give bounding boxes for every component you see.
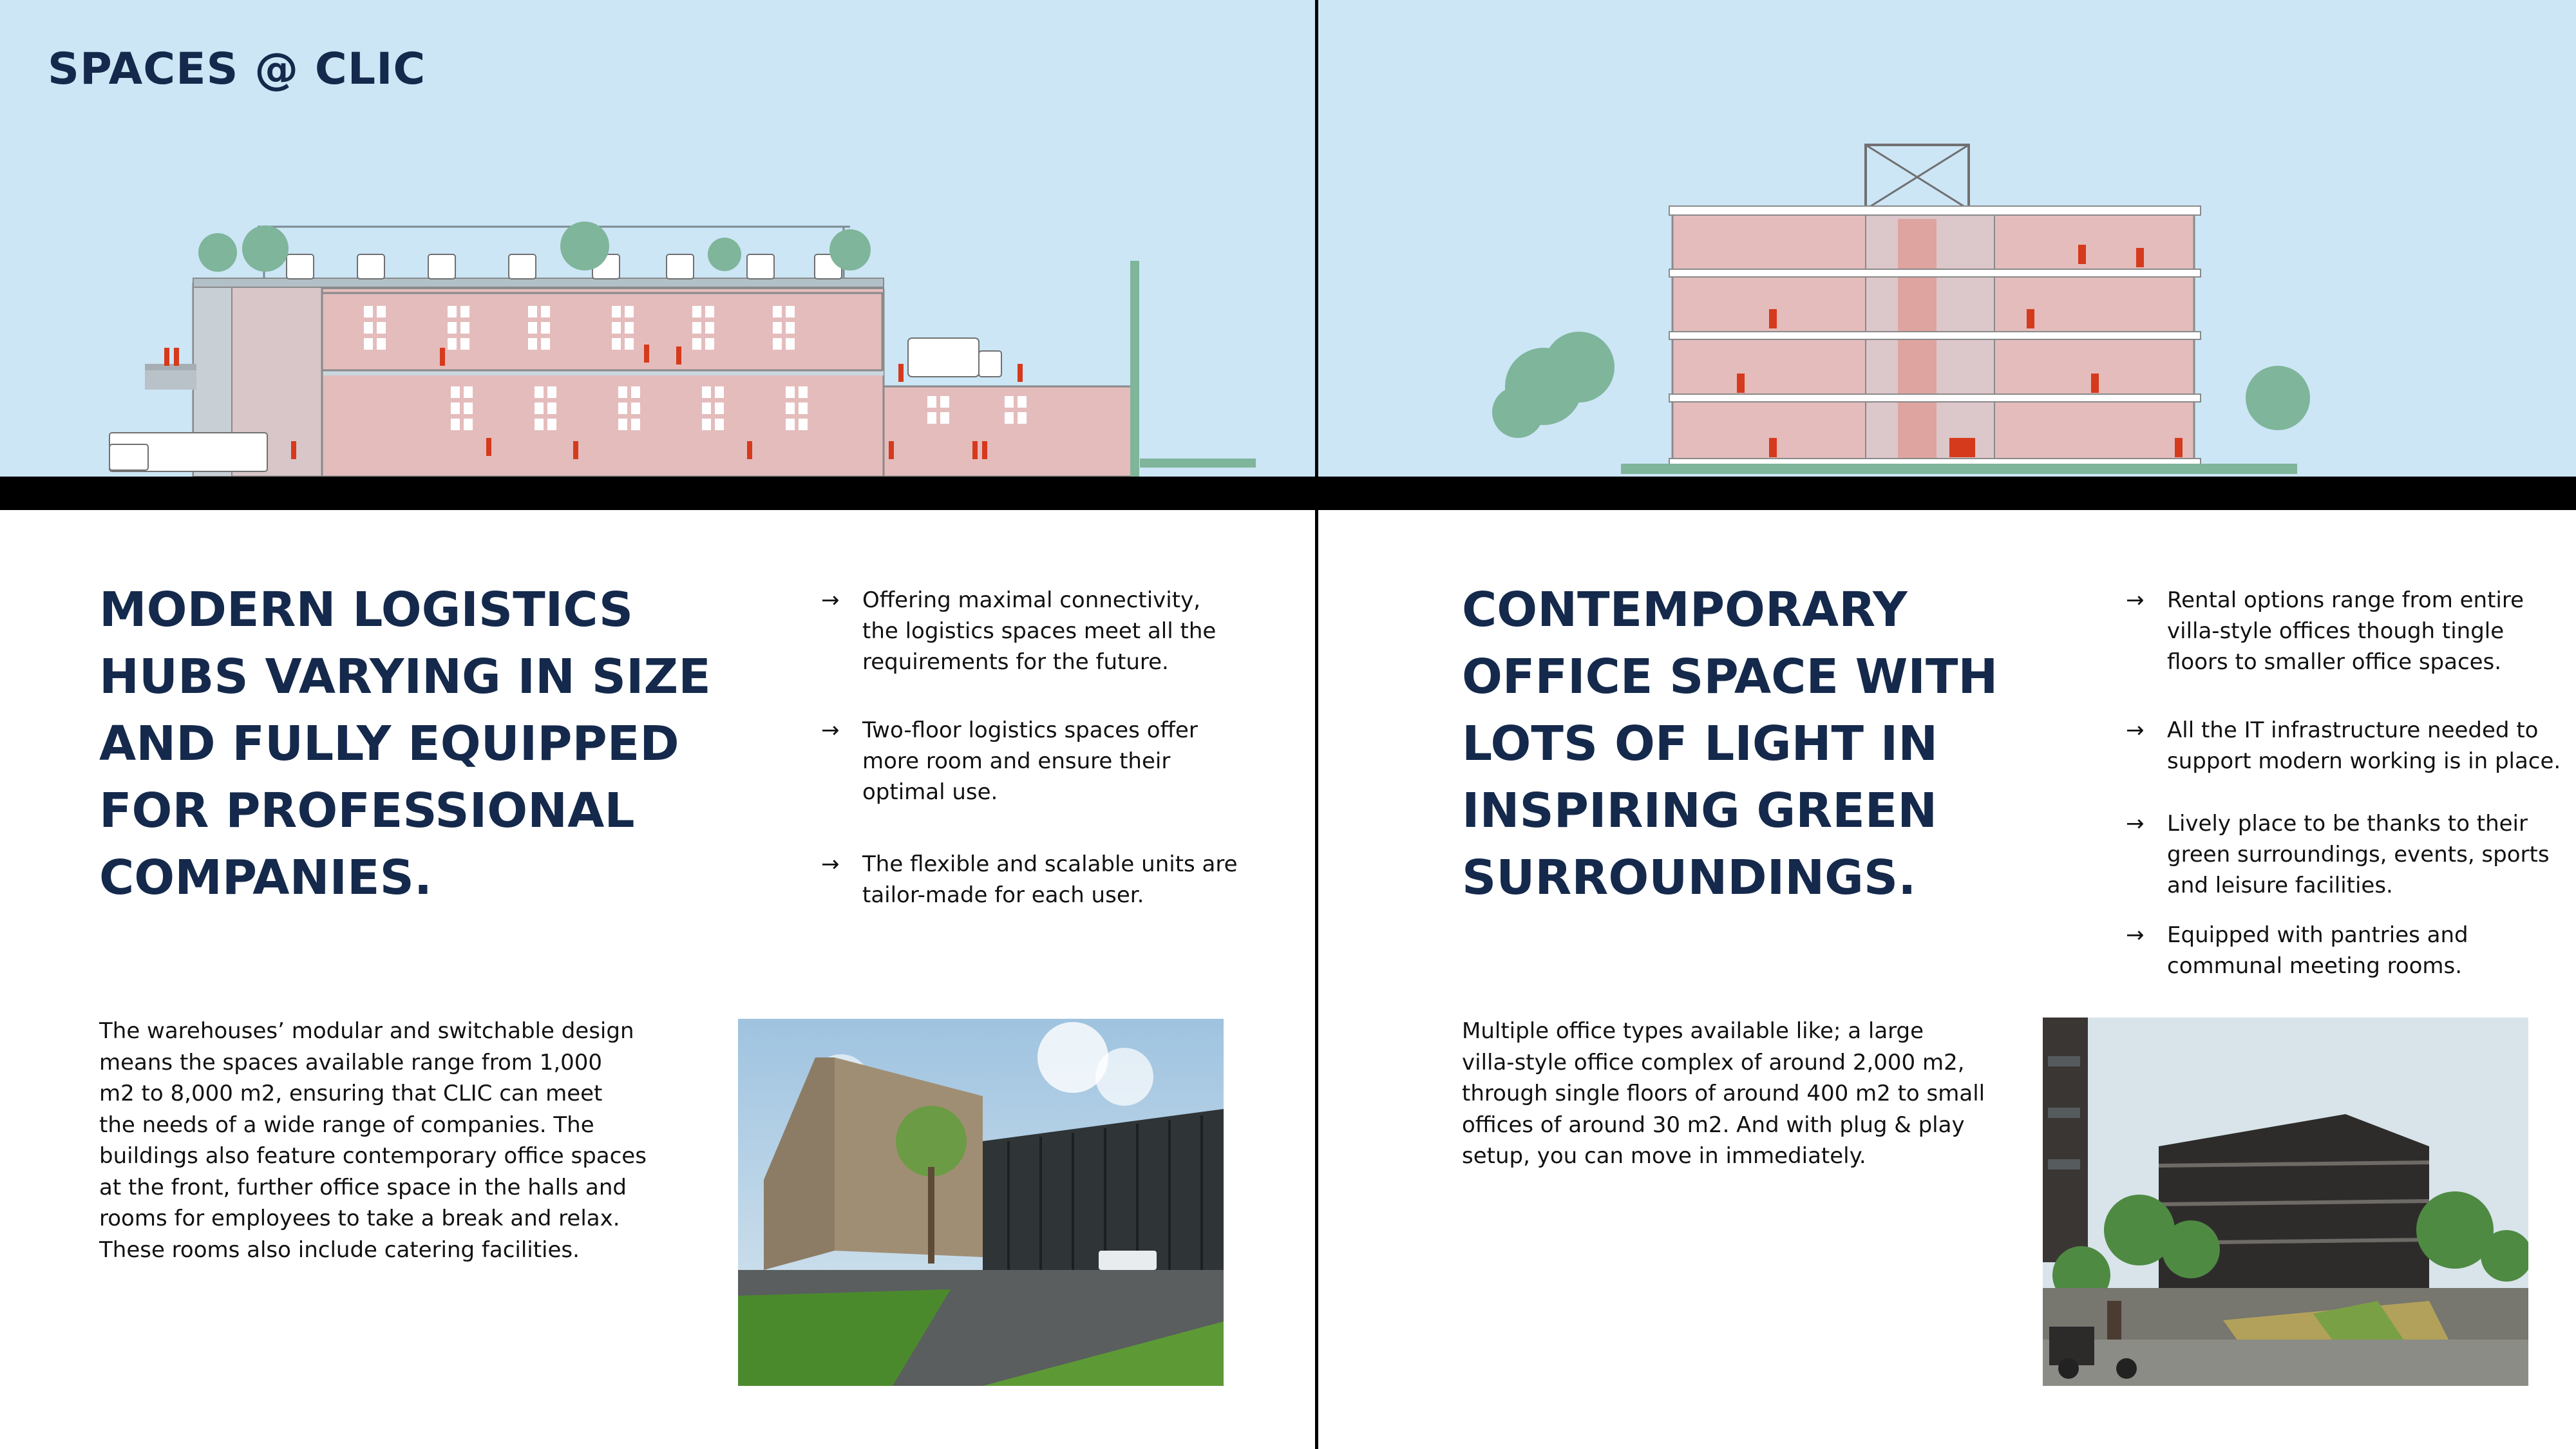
logistics-body-text: The warehouses’ modular and switchable design means the spaces available range from 1,000 m2 to 8,000 m2, ensuring that CLIC can meet the needs of a wide range of companies. The buildings also feature contemporary office spaces at the front, further office space in the halls and rooms for employees to take a break and relax. These rooms also include catering facilities. xyxy=(99,1018,647,1263)
arrow-right-icon: → xyxy=(2126,811,2145,837)
arrow-right-icon: → xyxy=(2126,922,2145,948)
office-photo xyxy=(2043,1018,2528,1386)
arrow-right-icon: → xyxy=(2126,717,2145,743)
list-item: → The flexible and scalable units are tailor-made for each user. xyxy=(821,849,1238,911)
list-item: → Lively place to be thanks to their green surroundings, events, sports and leisure facilities. xyxy=(2126,808,2550,901)
ground-band xyxy=(0,477,2576,510)
list-item: → Two-floor logistics spaces offer more room and ensure their optimal use. xyxy=(821,715,1198,808)
office-section-drawing xyxy=(1318,0,2576,480)
logistics-headline: MODERN LOGISTICS HUBS VARYING IN SIZE AND FULLY EQUIPPED FOR PROFESSIONAL COMPANIES. xyxy=(99,582,711,905)
page-divider xyxy=(1315,0,1318,1449)
office-headline: CONTEMPORARY OFFICE SPACE WITH LOTS OF LIGHT IN INSPIRING GREEN SURROUNDINGS. xyxy=(1462,582,1998,905)
arrow-right-icon: → xyxy=(821,851,840,877)
warehouse-photo xyxy=(738,1019,1224,1386)
office-body-text: Multiple office types available like; a large villa-style office complex of around 2,000 m2, through single floors of around 400 m2 to small offices of around 30 m2. And with plug & play setup, you can move in immediately. xyxy=(1462,1018,1985,1169)
brand-title: SPACES @ CLIC xyxy=(48,44,426,95)
arrow-right-icon: → xyxy=(821,587,840,613)
arrow-right-icon: → xyxy=(821,717,840,743)
list-item: → Rental options range from entire villa-style offices though tingle floors to smaller office spaces. xyxy=(2126,585,2524,677)
list-item: → Equipped with pantries and communal meeting rooms. xyxy=(2126,920,2468,981)
arrow-right-icon: → xyxy=(2126,587,2145,613)
list-item: → Offering maximal connectivity, the logistics spaces meet all the requirements for the future. xyxy=(821,585,1216,677)
list-item: → All the IT infrastructure needed to support modern working is in place. xyxy=(2126,715,2561,777)
